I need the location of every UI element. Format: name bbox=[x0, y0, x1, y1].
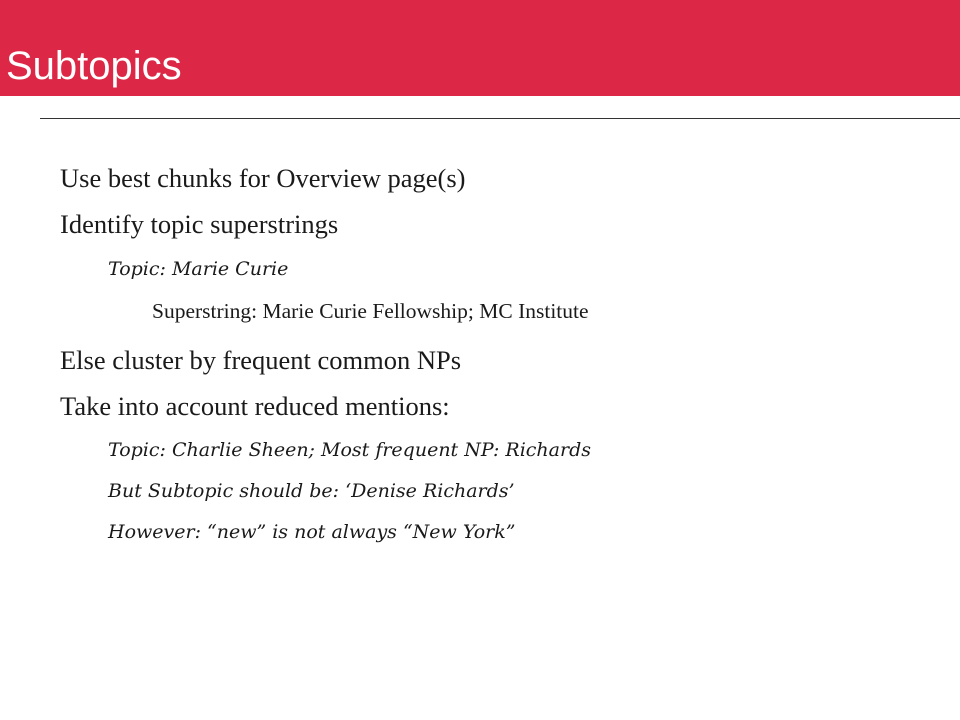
bullet-overview-chunks: Use best chunks for Overview page(s) bbox=[60, 163, 466, 193]
subbullet-new-york: However: “new” is not always “New York” bbox=[108, 521, 516, 543]
bullet-cluster-nps: Else cluster by frequent common NPs bbox=[60, 345, 462, 375]
subbullet-topic-charlie-sheen: Topic: Charlie Sheen; Most frequent NP: Richards bbox=[108, 439, 591, 461]
bullet-topic-superstrings: Identify topic superstrings bbox=[60, 209, 339, 239]
subbullet-denise-richards: But Subtopic should be: ‘Denise Richards’ bbox=[108, 480, 515, 502]
subbullet-topic-marie-curie: Topic: Marie Curie bbox=[108, 258, 289, 280]
subsubbullet-superstring-example: Superstring: Marie Curie Fellowship; MC Institute bbox=[152, 299, 589, 323]
slide-title: Subtopics bbox=[6, 44, 182, 88]
bullet-reduced-mentions: Take into account reduced mentions: bbox=[60, 391, 450, 421]
